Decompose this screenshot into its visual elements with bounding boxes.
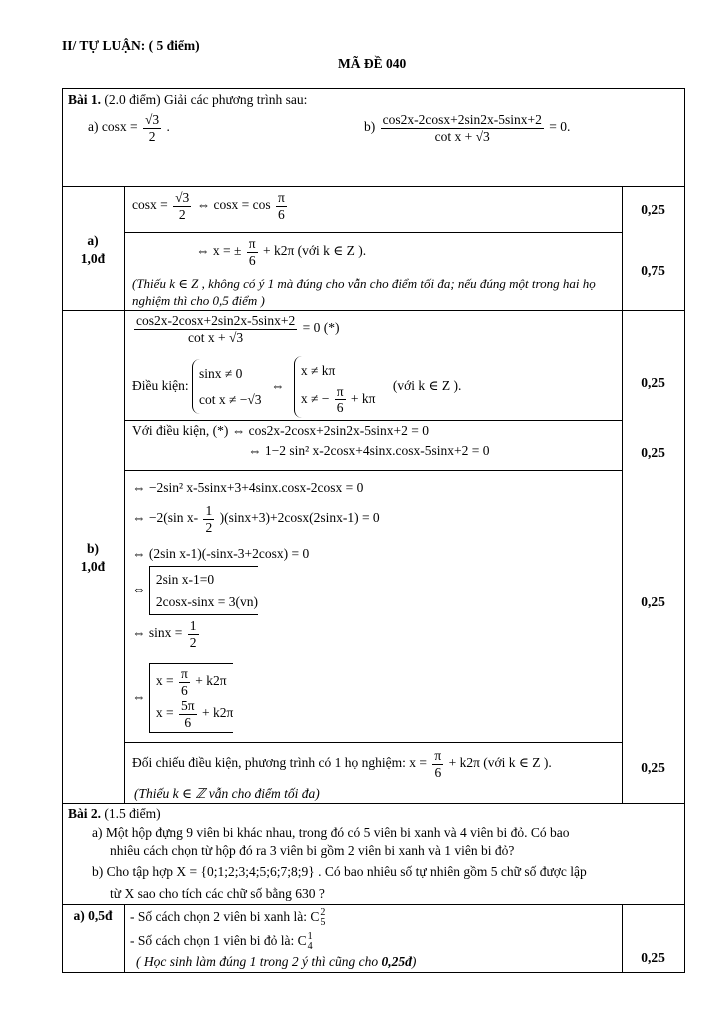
dk-3: x ≠ kπ [300,363,336,378]
frac-num: 5π [181,698,195,714]
l3-pre: ( Học sinh làm đúng 1 trong 2 ý thì cũng cho [136,954,382,969]
frac-den: 6 [434,764,442,780]
bai1-a-dot: . [166,119,170,135]
frac-den: 6 [181,682,188,698]
step1-left: cosx = [132,197,168,213]
t6-arrow: ⇔ [132,689,146,705]
step2-pre: ⇔ x = ± [196,243,242,259]
bai1-a-eq-left: cosx = [101,119,138,135]
table-border-left [62,88,63,973]
col-divider [124,186,125,803]
frac-num: π [336,383,344,399]
t6-a-pre: x = [155,673,174,689]
sol-b-t-score: 0,25 [641,594,665,609]
table-border-top [62,88,684,89]
col-divider [124,904,125,972]
bai1-heading-row [68,92,307,108]
t4-b: 2cosx-sinx = 3(vn) [155,593,258,609]
dk-2: cot x ≠ −√3 [199,391,262,407]
sol-b-t3: ⇔ (2sin x-1)(-sinx-3+2cosx) = 0 [132,546,310,561]
bai2-b2: từ X sao cho tích các chữ số bằng 630 ? [110,886,325,901]
row-divider [124,470,622,471]
t2-frac [203,503,214,535]
dk-label: Điều kiện: [132,377,189,393]
sol-b-w2: ⇔ 1−2 sin² x-2cosx+4sinx.cosx-5sinx+2 = 0 [248,443,490,458]
t6-b [156,698,233,730]
bai2-points: (1.5 điểm) [104,806,161,821]
sol-b-final-note: (Thiếu k ∈ ℤ vẫn cho điểm tối đa) [134,786,320,801]
sol-a-step2-score: 0,75 [641,263,665,278]
dk-brace-2 [294,356,376,418]
section-title: II/ TỰ LUẬN: ( 5 điểm) [62,38,200,53]
frac-den: cot x + √3 [434,128,490,144]
frac-den: cot x + √3 [188,329,244,345]
step1-frac [173,190,191,222]
frac-num: √3 [144,112,160,127]
l3-post: ) [411,954,417,969]
frac-num: cos2x-2cosx+2sin2x-5sinx+2 [136,313,296,328]
frac-den: 2 [148,128,156,144]
bai2-a: a) Một hộp đựng 9 viên bi khác nhau, trong đó có 5 viên bi xanh và 4 viên bi đỏ. Có bao [92,825,570,840]
t6-a [156,666,233,698]
sol-a-step1-score: 0,25 [641,202,665,217]
bai1-b-rhs: = 0. [549,119,571,135]
bai2-a2: nhiêu cách chọn từ hộp đó ra 3 viên bi gồm 2 viên bi xanh và 1 viên bi đỏ? [110,843,515,858]
frac-num: π [181,666,188,681]
sol-b-equation [132,313,339,345]
row-divider [62,186,684,187]
sol2a-label: a) 0,5đ [73,908,113,923]
row-divider [124,232,622,233]
sol-a-points: 1,0đ [80,251,106,266]
sol-a-step1 [132,190,289,222]
dk-4 [301,384,376,416]
dk-4-post: + kπ [350,390,376,406]
sol-b-t2 [132,503,380,535]
frac-num: cos2x-2cosx+2sin2x-5sinx+2 [382,112,542,127]
step1-frac2 [276,190,287,222]
f-frac [432,748,443,780]
dk-4-pre: x ≠ − [300,390,330,406]
sol2a-l3 [136,954,416,970]
sol2a-l2 [130,932,313,952]
bai1-points: (2.0 điểm) Giải các phương trình sau: [104,92,308,107]
exam-code: MÃ ĐỀ 040 [338,56,407,71]
l2-index [308,932,313,952]
row-divider [62,803,684,804]
sol-b-label: b) [86,541,99,556]
sol-b-t5 [132,618,201,650]
t4-arrow: ⇔ [132,581,146,597]
t4-a: 2sin x-1=0 [155,572,215,587]
bai1-b-label: b) [364,119,376,135]
l3-bold: 0,25đ [381,954,412,969]
sol-b-w-score: 0,25 [641,445,665,460]
frac-den: 2 [189,634,197,650]
frac-den: 2 [178,206,186,222]
sol2a-l1 [130,908,325,928]
f-post: + k2π (với k ∈ Z ). [448,755,552,771]
frac-num: √3 [175,190,190,205]
bai2-heading: Bài 2. [68,806,102,821]
frac-num: π [248,236,256,251]
t6-b-pre: x = [155,705,174,721]
sol-b-points: 1,0đ [80,559,106,574]
sol-b-label-cell [62,540,124,576]
bai2-heading-row [68,806,161,822]
bai1-a [88,112,170,144]
dk-brace-1 [192,359,262,414]
sol-a-note: (Thiếu k ∈ Z , không có ý 1 mà đúng cho vẫn cho điểm tối đa; nếu đúng một trong hai họ nghiệm thì cho 0,5 điểm ) [132,276,596,308]
bai1-b-fraction [381,112,544,144]
row-divider [62,904,684,905]
sol-a-label-cell [62,232,124,268]
t5-frac [188,618,199,650]
eq-frac [134,313,297,345]
table-border-right [684,88,685,973]
t2-post: )(sinx+3)+2cosx(2sinx-1) = 0 [219,510,380,526]
frac-den: 2 [205,519,213,535]
bai1-a-label: a) [88,119,99,135]
t6-b-frac [179,698,197,730]
bai1-heading: Bài 1. [68,92,102,107]
l2-text: - Số cách chọn 1 viên bi đỏ là: C [130,933,307,949]
row-divider [62,310,684,311]
sol-a-label: a) [87,233,99,248]
table-border-bottom [62,972,685,973]
step1-mid: ⇔ cosx = cos [196,197,271,213]
sol-b-final [132,748,552,780]
frac-den: 6 [336,400,344,416]
sol-b-t6 [132,663,233,733]
l2-sub: 4 [307,941,313,952]
l1-text: - Số cách chọn 2 viên bi xanh là: C [130,909,320,925]
frac-num: 1 [189,618,197,633]
t6-a-frac [179,666,190,698]
dk-4-frac [335,384,346,416]
frac-den: 6 [248,252,256,268]
sol-b-t1: ⇔ −2sin² x-5sinx+3+4sinx.cosx-2cosx = 0 [132,480,364,495]
step2-frac [247,236,258,268]
step2-post: + k2π (với k ∈ Z ). [262,243,367,259]
l1-sub: 5 [320,917,326,928]
sol-b-condition [132,356,461,418]
frac-den: 6 [184,714,192,730]
sol2a-score: 0,25 [641,950,665,965]
l1-index [320,908,325,928]
dk-1: sinx ≠ 0 [199,366,243,382]
row-divider [124,420,622,421]
t5-pre: ⇔ sinx = [132,625,183,641]
bai1-a-fraction [143,112,161,144]
dk-note: (với k ∈ Z ). [392,377,462,393]
sol-a-step2 [196,236,366,268]
t6-b-post: + k2π [201,705,234,721]
t2-pre: ⇔ −2(sin x- [132,510,199,526]
sol-b-dk-score: 0,25 [641,375,665,390]
f-pre: Đối chiếu điều kiện, phương trình có 1 họ nghiệm: x = [132,755,428,771]
frac-num: 1 [205,503,213,518]
frac-num: π [434,748,442,763]
frac-den: 6 [278,206,285,222]
l2-sup: 1 [307,931,313,942]
t6-bracket [149,663,233,733]
t6-a-post: + k2π [195,673,227,689]
sol-b-t4 [132,566,258,615]
dk-arrow: ⇔ [270,377,285,393]
t4-bracket [149,566,258,615]
l1-sup: 2 [320,907,326,918]
frac-num: π [278,190,285,205]
bai1-b [364,112,570,144]
row-divider [124,742,622,743]
eq-rhs: = 0 (*) [302,320,340,336]
sol-b-w1: Với điều kiện, (*) ⇔ cos2x-2cosx+2sin2x-5sinx+2 = 0 [132,423,429,438]
bai2-b: b) Cho tập hợp X = {0;1;2;3;4;5;6;7;8;9} . Có bao nhiêu số tự nhiên gồm 5 chữ số được lập [92,864,587,879]
sol-b-final-score: 0,25 [641,760,665,775]
